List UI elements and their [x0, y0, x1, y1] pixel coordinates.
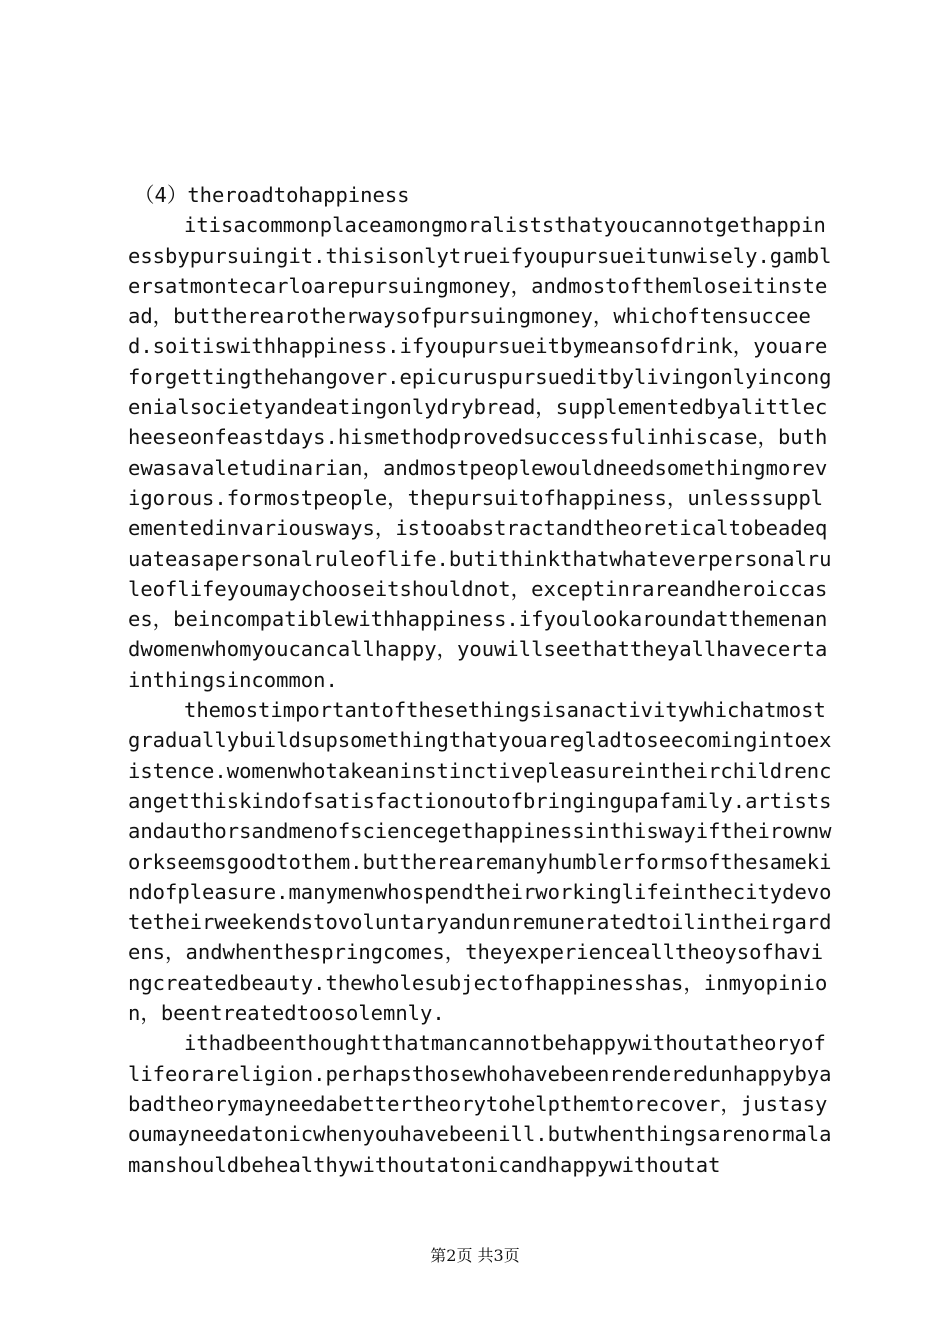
paragraph: themostimportantofthesethingsisanactivitywhichatmostgraduallybuildsupsomethingthatyouaregladtoseecomingintoexistence.womenwhotakeaninstinctivepleasureintheirchildrencangetthiskindofsatisfactionoutofbringingupafamily.artistsandauthorsandmenofsciencegethappinessinthiswayiftheirownworkseemsgoodtothem.buttherearemanyhumblerformsofthesamekindofpleasure.manymenwhospendtheirworkinglifeinthecitydevotetheirweekendstovoluntaryandunremuneratedtoilintheirgardens，andwhenthespringcomes，theyexperiencealltheoysofhavingcreatedbeauty.thewholesubjectofhappinesshas，inmyopinion，beentreatedtoosolemnly. [128, 698, 832, 1026]
paragraph: ithadbeenthoughtthatmancannotbehappywithoutatheoryoflifeorareligion.perhapsthosewhohavebeenrenderedunhappybyabadtheorymayneedabettertheorytohelpthemtorecover，justasyoumayneedatonicwhenyouhavebeenill.butwhenthingsarenormalamanshouldbehealthywithoutatonicandhappywithoutat [128, 1031, 832, 1177]
paragraph: itisacommonplaceamongmoraliststhatyoucannotgethappinessbypursuingit.thisisonlytrueifyoupursueitunwisely.gamblersatmontecarloarepursuingmoney，andmostofthemloseitinstead，buttherearotherwaysofpursuingmoney，whichoftensucceed.soitiswithhappiness.ifyoupursueitbymeansofdrink，youareforgettingthehangover.epicuruspursueditbylivingonlyincongenialsocietyandeatingonlydrybread，supplementedbyalittlecheeseonfeastdays.hismethodprovedsuccessfulinhiscase，buthewasavaletudinarian，andmostpeoplewouldneedsomethingmorevigorous.formostpeople，thepursuitofhappiness，unlesssupplementedinvariousways，istooabstractandtheoreticaltobeadequateasapersonalruleoflife.butithinkthatwhateverpersonalruleoflifeyoumaychooseitshouldnot，exceptinrareandheroiccases，beincompatiblewithhappiness.ifyoulookaroundatthemenandwomenwhomyoucancallhappy，youwillseethattheyallhavecertainthingsincommon. [128, 213, 832, 692]
page-footer: 第2页 共3页 [430, 1246, 520, 1265]
document-body [128, 180, 832, 1180]
section-heading: （4）theroadtohappiness [134, 183, 410, 207]
